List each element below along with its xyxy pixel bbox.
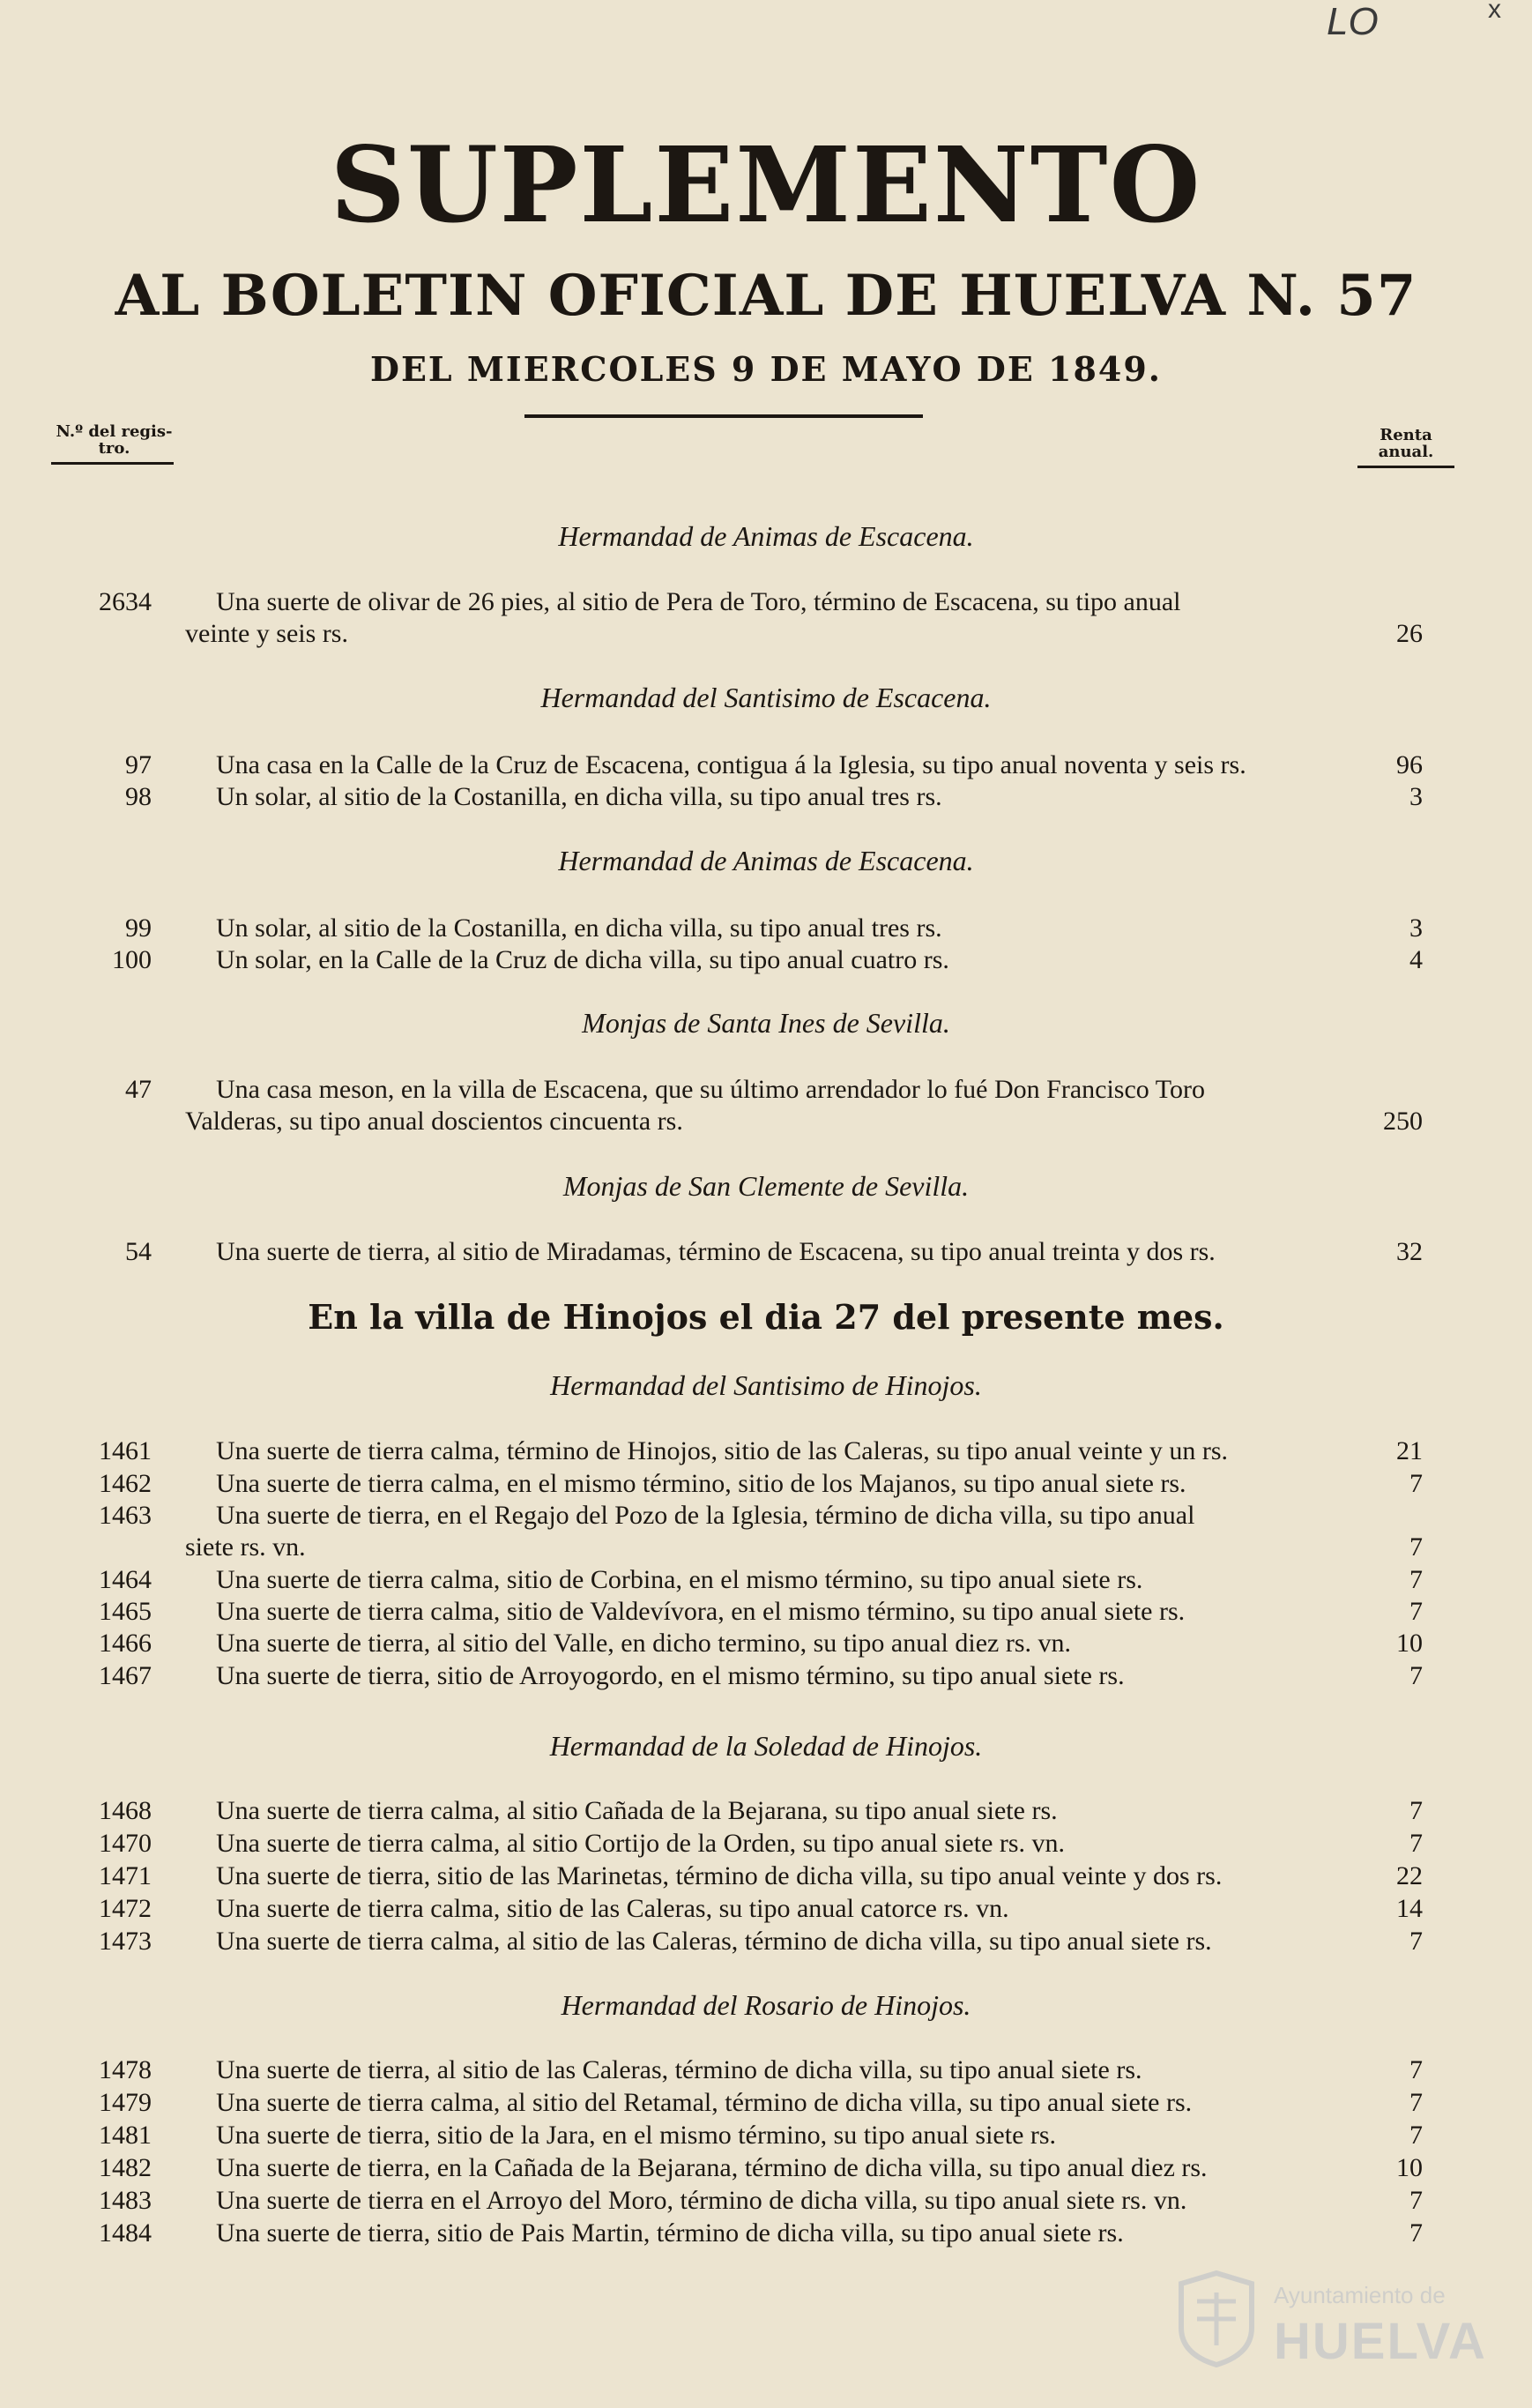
- entry-description: Una suerte de tierra calma, al sitio Cañada de la Bejarana, su tipo anual siete rs.: [216, 1796, 1058, 1825]
- listing-entry: [0, 2185, 1532, 2217]
- column-header-rule: [51, 462, 174, 465]
- annual-rent: 7: [1409, 1927, 1423, 1956]
- annual-rent: 21: [1396, 1436, 1423, 1465]
- register-number: 100: [112, 945, 152, 974]
- entry-description: Una suerte de olivar de 26 pies, al sitio de Pera de Toro, término de Escacena, su tipo anual: [216, 587, 1181, 616]
- town-heading: En la villa de Hinojos el dia 27 del presente mes.: [308, 1297, 1224, 1337]
- listing-entry: [0, 586, 1532, 650]
- column-header-rent: [1357, 427, 1454, 468]
- entry-description: Una suerte de tierra, sitio de Pais Martin, término de dicha villa, su tipo anual siete rs.: [216, 2218, 1124, 2248]
- city-crest-icon: [1172, 2266, 1261, 2367]
- register-number: 1472: [99, 1894, 152, 1923]
- annual-rent: 7: [1409, 1796, 1423, 1825]
- register-number: 1484: [99, 2218, 152, 2248]
- register-number: 1482: [99, 2153, 152, 2182]
- entry-description: Una casa meson, en la villa de Escacena, que su último arrendador lo fué Don Francisco Toro: [216, 1075, 1205, 1104]
- register-number: 1467: [99, 1661, 152, 1690]
- entry-description-continued: siete rs. vn.: [185, 1532, 306, 1562]
- annual-rent: 26: [1396, 619, 1423, 648]
- listing-entry: [0, 1893, 1532, 1925]
- register-number: 1462: [99, 1469, 152, 1498]
- listing-entry: [0, 913, 1532, 944]
- register-number: 1479: [99, 2088, 152, 2117]
- entry-description: Una suerte de tierra, en el Regajo del Pozo de la Iglesia, término de dicha villa, su tipo anual: [216, 1501, 1195, 1530]
- page-subtitle: AL BOLETIN OFICIAL DE HUELVA N. 57: [115, 263, 1417, 329]
- register-number: 1463: [99, 1501, 152, 1530]
- listing-entry: [0, 1860, 1532, 1892]
- entry-description: Una suerte de tierra, sitio de Arroyogordo, en el mismo término, su tipo anual siete rs.: [216, 1661, 1125, 1690]
- section-heading: Hermandad de la Soledad de Hinojos.: [549, 1730, 983, 1762]
- annual-rent: 7: [1409, 2121, 1423, 2150]
- annual-rent: 14: [1396, 1894, 1423, 1923]
- page-title: SUPLEMENTO: [330, 123, 1202, 246]
- listing-entry: [0, 1564, 1532, 1596]
- entry-description-continued: Valderas, su tipo anual doscientos cincuenta rs.: [185, 1107, 683, 1136]
- annual-rent: 7: [1409, 2186, 1423, 2215]
- listing-entry: [0, 1435, 1532, 1467]
- annual-rent: 10: [1396, 2153, 1423, 2182]
- entry-description: Una suerte de tierra, al sitio de Miradamas, término de Escacena, su tipo anual treinta y dos rs.: [216, 1237, 1216, 1266]
- section-heading: Hermandad de Animas de Escacena.: [558, 845, 974, 876]
- entry-description: Un solar, en la Calle de la Cruz de dicha villa, su tipo anual cuatro rs.: [216, 945, 949, 974]
- entry-description: Una suerte de tierra, en la Cañada de la Bejarana, término de dicha villa, su tipo anual diez rs.: [216, 2153, 1208, 2182]
- listing-entry: [0, 2120, 1532, 2151]
- annual-rent: 7: [1409, 1469, 1423, 1498]
- section-heading: Hermandad del Santisimo de Escacena.: [540, 682, 992, 713]
- section-heading: Hermandad del Rosario de Hinojos.: [561, 1989, 971, 2021]
- annual-rent: 7: [1409, 2088, 1423, 2117]
- annual-rent: 3: [1409, 913, 1423, 943]
- column-header-register: [46, 423, 182, 465]
- archive-mark: LO: [1327, 0, 1379, 43]
- register-number: 1470: [99, 1829, 152, 1858]
- register-number: 1478: [99, 2055, 152, 2084]
- register-number: 1473: [99, 1927, 152, 1956]
- listing-entry: [0, 1468, 1532, 1500]
- annual-rent: 22: [1396, 1861, 1423, 1890]
- listing-entry: [0, 1828, 1532, 1860]
- entry-description: Una suerte de tierra calma, en el mismo término, sitio de los Majanos, su tipo anual siete rs.: [216, 1469, 1186, 1498]
- section-heading: Hermandad de Animas de Escacena.: [558, 520, 974, 552]
- register-number: 1483: [99, 2186, 152, 2215]
- annual-rent: 32: [1396, 1237, 1423, 1266]
- entry-description: Un solar, al sitio de la Costanilla, en dicha villa, su tipo anual tres rs.: [216, 782, 942, 811]
- listing-entry: [0, 1236, 1532, 1268]
- entry-description: Una suerte de tierra, al sitio de las Caleras, término de dicha villa, su tipo anual siete rs.: [216, 2055, 1142, 2084]
- column-header-rule: [1357, 466, 1454, 468]
- register-number: 1464: [99, 1565, 152, 1594]
- annual-rent: 7: [1409, 2218, 1423, 2248]
- register-number: 99: [125, 913, 152, 943]
- annual-rent: 4: [1409, 945, 1423, 974]
- entry-description: Una suerte de tierra, al sitio del Valle, en dicho termino, su tipo anual diez rs. vn.: [216, 1629, 1072, 1658]
- entry-description: Un solar, al sitio de la Costanilla, en dicha villa, su tipo anual tres rs.: [216, 913, 942, 943]
- section-heading: Monjas de San Clemente de Sevilla.: [562, 1170, 970, 1202]
- entry-description: Una suerte de tierra calma, al sitio del Retamal, término de dicha villa, su tipo anual siete rs.: [216, 2088, 1193, 2117]
- column-header-rent-line1: Renta: [1380, 426, 1432, 444]
- register-number: 1481: [99, 2121, 152, 2150]
- listing-entry: [0, 749, 1532, 781]
- register-number: 97: [125, 750, 152, 779]
- register-number: 47: [125, 1075, 152, 1104]
- entry-description: Una suerte de tierra calma, sitio de las Caleras, su tipo anual catorce rs. vn.: [216, 1894, 1009, 1923]
- entry-description: Una suerte de tierra, sitio de la Jara, en el mismo término, su tipo anual siete rs.: [216, 2121, 1057, 2150]
- annual-rent: 7: [1409, 1597, 1423, 1626]
- listing-entry: [0, 2054, 1532, 2086]
- annual-rent: 250: [1383, 1107, 1423, 1136]
- entry-description: Una suerte de tierra calma, sitio de Corbina, en el mismo término, su tipo anual siete rs.: [216, 1565, 1143, 1594]
- listing-entry: [0, 1628, 1532, 1659]
- annual-rent: 96: [1396, 750, 1423, 779]
- watermark-line1: Ayuntamiento de: [1274, 2282, 1446, 2308]
- title-divider: [524, 414, 923, 418]
- entry-description: Una suerte de tierra calma, término de Hinojos, sitio de las Caleras, su tipo anual veinte y un rs.: [216, 1436, 1229, 1465]
- column-header-register-line1: N.º del regis-: [56, 422, 173, 441]
- listing-entry: [0, 2218, 1532, 2249]
- listing-entry: [0, 1926, 1532, 1957]
- section-heading: Monjas de Santa Ines de Sevilla.: [582, 1007, 950, 1039]
- listing-entry: [0, 1596, 1532, 1628]
- annual-rent: 7: [1409, 1661, 1423, 1690]
- entry-description: Una suerte de tierra calma, sitio de Valdevívora, en el mismo término, su tipo anual siete rs.: [216, 1597, 1186, 1626]
- annual-rent: 10: [1396, 1629, 1423, 1658]
- listing-entry: [0, 1795, 1532, 1827]
- annual-rent: 3: [1409, 782, 1423, 811]
- register-number: 2634: [99, 587, 152, 616]
- listing-entry: [0, 2087, 1532, 2119]
- register-number: 1471: [99, 1861, 152, 1890]
- listing-entry: [0, 2152, 1532, 2184]
- entry-description: Una suerte de tierra en el Arroyo del Moro, término de dicha villa, su tipo anual siete rs. vn.: [216, 2186, 1187, 2215]
- annual-rent: 7: [1409, 2055, 1423, 2084]
- entry-description: Una suerte de tierra calma, al sitio Cortijo de la Orden, su tipo anual siete rs. vn.: [216, 1829, 1066, 1858]
- annual-rent: 7: [1409, 1829, 1423, 1858]
- annual-rent: 7: [1409, 1565, 1423, 1594]
- listing-entry: [0, 1500, 1532, 1563]
- register-number: 98: [125, 782, 152, 811]
- archive-mark-x: x: [1488, 0, 1501, 24]
- register-number: 1465: [99, 1597, 152, 1626]
- entry-description: Una suerte de tierra calma, al sitio de las Caleras, término de dicha villa, su tipo anual siete rs.: [216, 1927, 1212, 1956]
- archive-watermark: [1172, 2266, 1487, 2372]
- listing-entry: [0, 1660, 1532, 1692]
- register-number: 1466: [99, 1629, 152, 1658]
- register-number: 1461: [99, 1436, 152, 1465]
- section-heading: Hermandad del Santisimo de Hinojos.: [550, 1369, 982, 1401]
- annual-rent: 7: [1409, 1532, 1423, 1562]
- listing-entry: [0, 1074, 1532, 1137]
- entry-description: Una casa en la Calle de la Cruz de Escacena, contigua á la Iglesia, su tipo anual noventa y seis rs.: [216, 750, 1246, 779]
- column-header-rent-line2: anual.: [1378, 443, 1434, 461]
- listing-entry: [0, 944, 1532, 976]
- issue-date: DEL MIERCOLES 9 DE MAYO DE 1849.: [369, 349, 1162, 389]
- entry-description: Una suerte de tierra, sitio de las Marinetas, término de dicha villa, su tipo anual veinte y dos rs.: [216, 1861, 1223, 1890]
- entry-description-continued: veinte y seis rs.: [185, 619, 348, 648]
- watermark-line2: HUELVA: [1274, 2313, 1487, 2370]
- listing-entry: [0, 781, 1532, 813]
- register-number: 54: [125, 1237, 152, 1266]
- column-header-register-line2: tro.: [98, 439, 130, 458]
- register-number: 1468: [99, 1796, 152, 1825]
